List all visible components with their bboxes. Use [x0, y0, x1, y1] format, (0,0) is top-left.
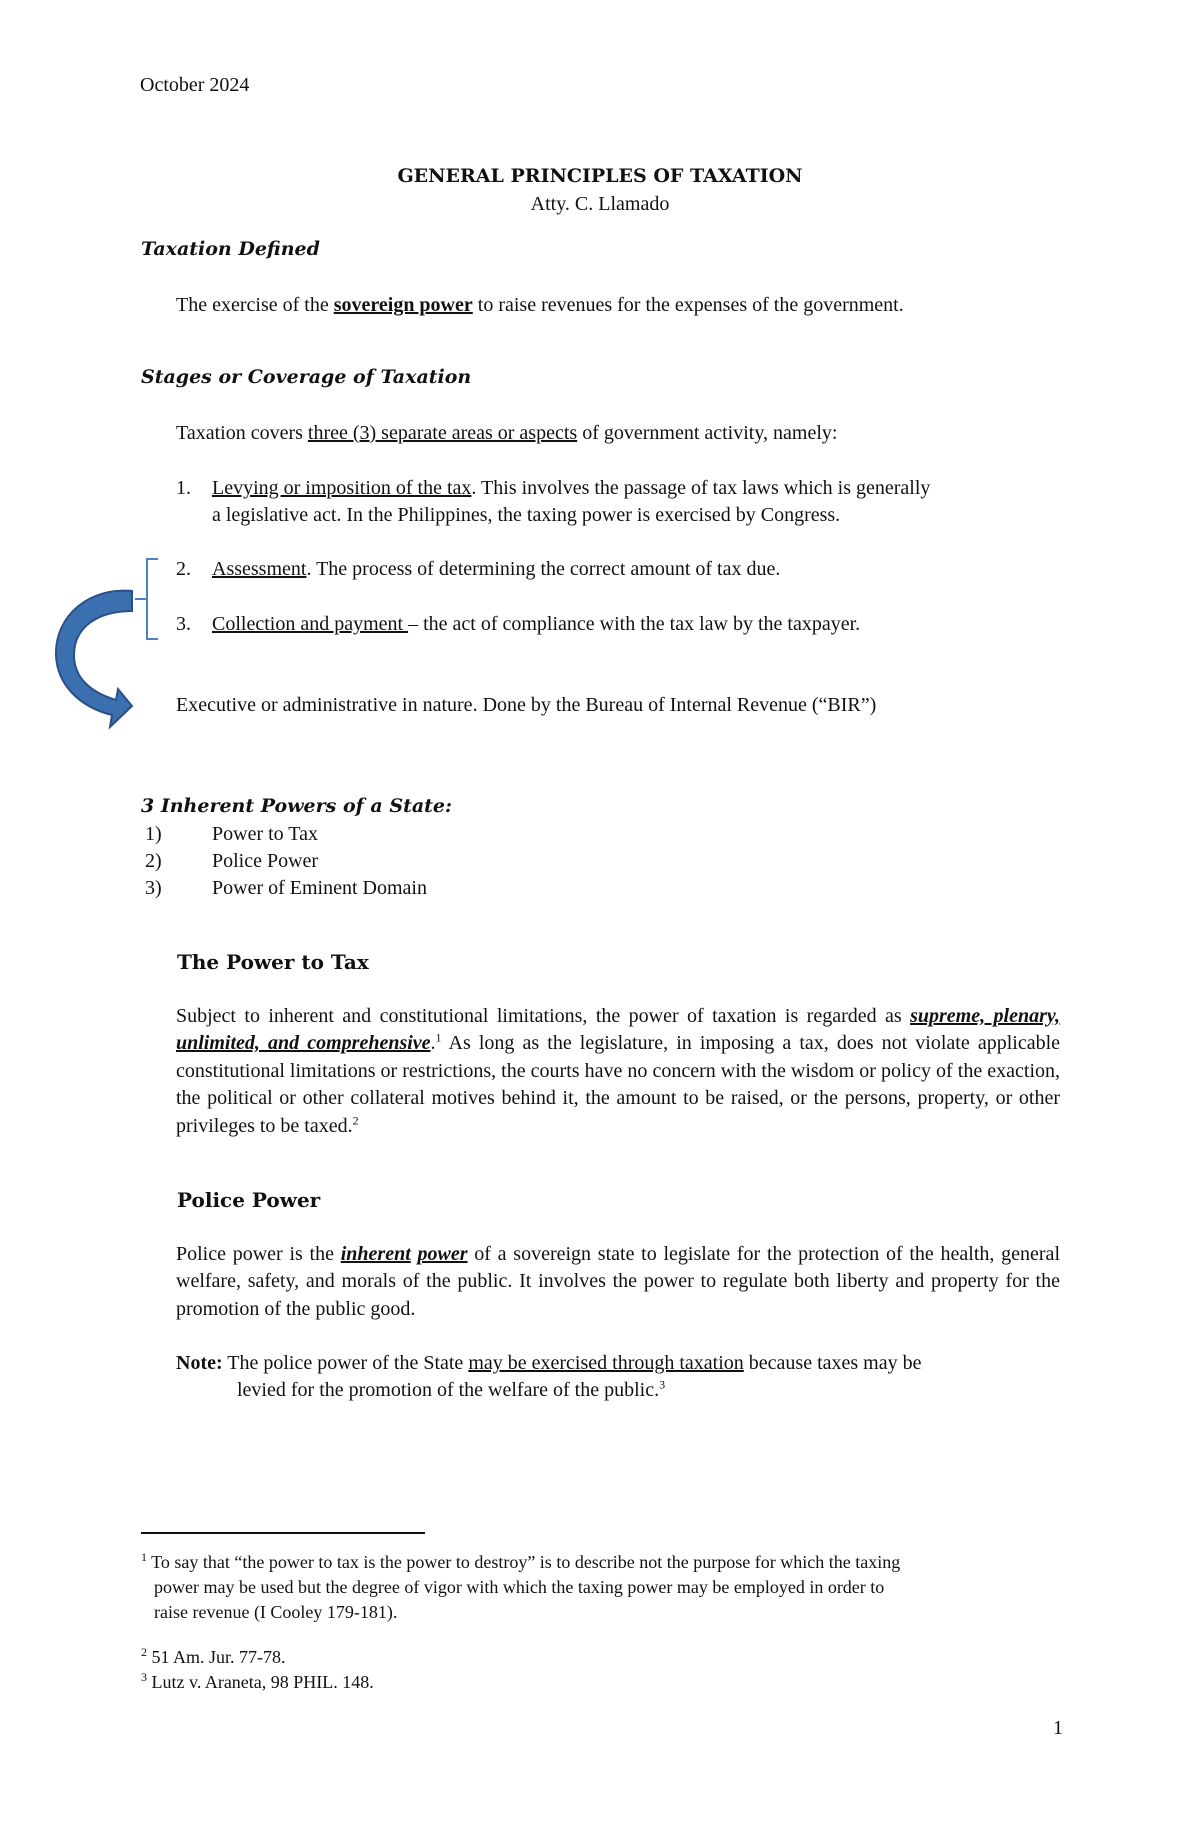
footnote-2: $^2$ 51 Am. Jur. 77-78.	[141, 1645, 286, 1667]
stage-item-1: 1. Levying or imposition of the tax. This involves the passage of tax laws which is generally	[176, 477, 931, 499]
power-item-3: 3) Power of Eminent Domain	[145, 877, 427, 899]
footnote-1-line3: raise revenue (I Cooley 179-181).	[154, 1602, 398, 1622]
stage-item-1-cont: a legislative act. In the Philippines, the taxing power is exercised by Congress.	[212, 504, 841, 526]
police-power-paragraph: Police power is the inherent power of a sovereign state to legislate for the protection of the health, general welfare, safety, and morals of the public. It involves the power to regulate both liberty and property for the promotion of the public good.	[176, 1243, 1060, 1320]
power-item-2: 2) Police Power	[145, 850, 319, 872]
bracket-icon	[135, 559, 158, 639]
stage-item-2: 2. Assessment. The process of determining the correct amount of tax due.	[176, 558, 781, 580]
stages-intro: Taxation covers three (3) separate areas or aspects of government activity, namely:	[176, 422, 838, 444]
power-to-tax-key-term: supreme, plenary, unlimited, and comprehensive	[176, 1005, 1060, 1055]
footnote-separator	[141, 1532, 425, 1534]
definition-text: The exercise of the sovereign power to raise revenues for the expenses of the government.	[176, 294, 904, 316]
police-power-heading: Police Power	[177, 1188, 321, 1212]
document-author: Atty. C. Llamado	[530, 193, 670, 215]
curved-arrow-diagram	[40, 545, 170, 735]
page-number: 1	[1053, 1717, 1063, 1739]
footnote-ref-1: 1	[435, 1030, 442, 1045]
footnote-3: $^3$ Lutz v. Araneta, 98 PHIL. 148.	[141, 1670, 374, 1692]
power-to-tax-paragraph: Subject to inherent and constitutional limitations, the power of taxation is regarded as supreme, plenary, unlimited, and comprehensive.$^1$ As long as the legislature, in imposing a tax, does not violate applicable constitutional limitations or restrictions, the courts have no concern with the wisdom or policy of the exaction, the political or other collateral motives behind it, the amount to be raised, or the persons, property, or other privileges to be taxed.$^2$	[176, 1005, 1061, 1137]
definition-heading: Taxation Defined	[141, 238, 320, 260]
stage-item-3: 3. Collection and payment – the act of compliance with the tax law by the taxpayer.	[176, 613, 861, 635]
footnote-ref-2: 2	[352, 1112, 359, 1127]
header-date: October 2024	[140, 74, 250, 96]
powers-heading: 3 Inherent Powers of a State:	[141, 795, 453, 817]
police-power-note-cont: levied for the promotion of the welfare of the public.$^3$	[237, 1377, 666, 1401]
curved-arrow-icon	[56, 591, 132, 727]
stages-note: Executive or administrative in nature. Done by the Bureau of Internal Revenue (“BIR”)	[176, 694, 877, 716]
footnote-1-line2: power may be used but the degree of vigor with which the taxing power may be employed in order to	[154, 1577, 885, 1597]
footnote-ref-3: 3	[659, 1377, 666, 1392]
definition-key-term: sovereign power	[333, 294, 473, 316]
police-power-note: Note: The police power of the State may be exercised through taxation because taxes may be	[176, 1352, 922, 1374]
document-title: GENERAL PRINCIPLES OF TAXATION	[397, 165, 803, 187]
footnote-1: $^1$ To say that “the power to tax is the power to destroy” is to describe not the purpose for which the taxing	[141, 1550, 901, 1572]
power-item-1: 1) Power to Tax	[145, 823, 318, 845]
stages-heading: Stages or Coverage of Taxation	[141, 366, 472, 388]
power-to-tax-heading: The Power to Tax	[177, 950, 369, 974]
